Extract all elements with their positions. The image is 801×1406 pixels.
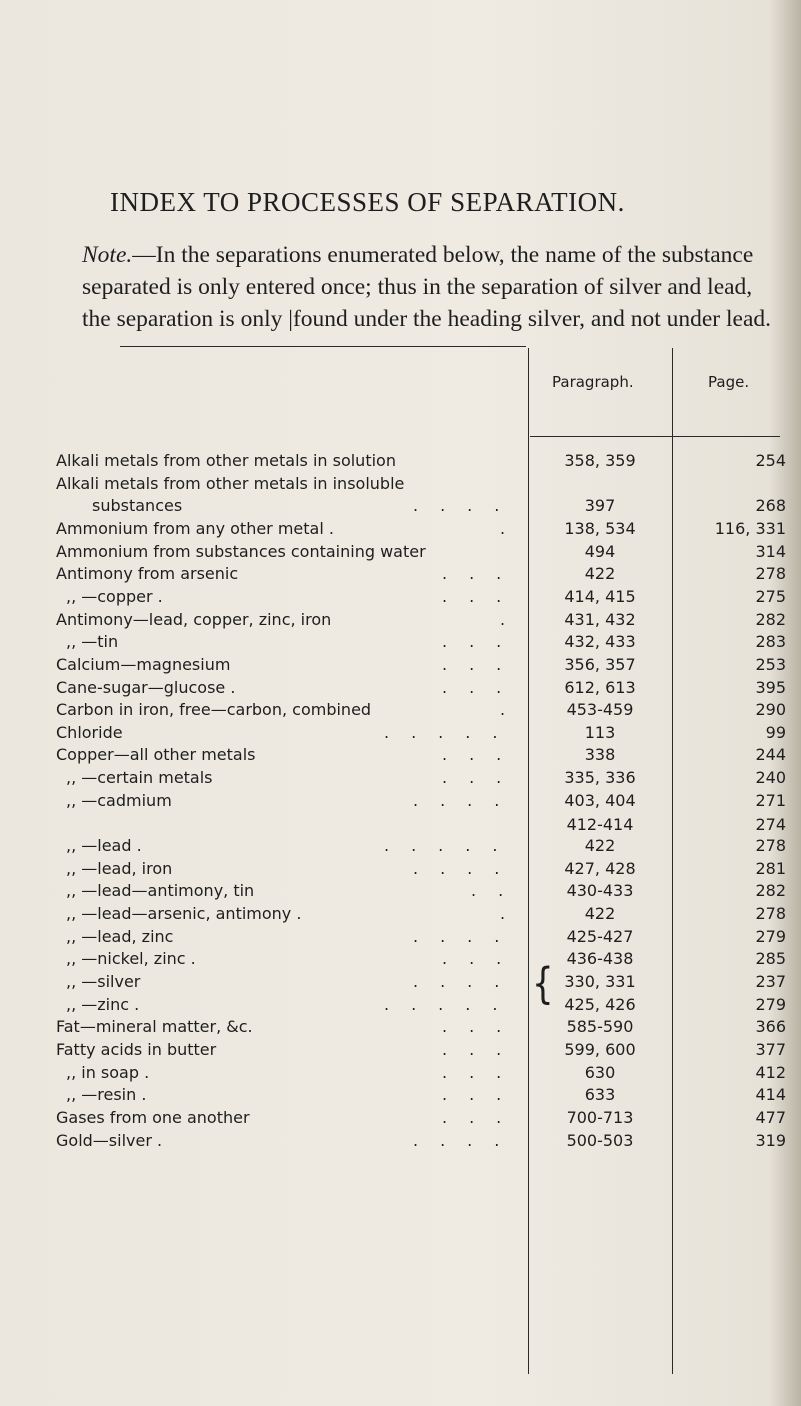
entry-description: Copper—all other metals [56, 745, 256, 765]
page-ref: 412 [755, 1062, 786, 1082]
table-row [0, 949, 801, 973]
table-row [0, 655, 801, 679]
leader-dots: ..... [384, 836, 520, 856]
paragraph-ref: 335, 336 [564, 768, 636, 788]
paragraph-ref: 138, 534 [564, 518, 636, 538]
entry-description: ,, —copper . [66, 586, 163, 606]
entry-description: Calcium—magnesium [56, 654, 231, 674]
paragraph-ref: 356, 357 [564, 654, 636, 674]
table-top-rule [120, 346, 526, 347]
entry-description: Carbon in iron, free—carbon, combined [56, 700, 372, 720]
paragraph-ref: 425, 426 [564, 994, 636, 1014]
entry-description: ,, —zinc . [66, 994, 140, 1014]
page-ref: 283 [755, 632, 786, 652]
table-row [0, 745, 801, 769]
page-title: INDEX TO PROCESSES OF SEPARATION. [110, 187, 625, 217]
paragraph-ref: 431, 432 [564, 609, 636, 629]
entry-description: ,, —lead . [66, 836, 142, 856]
table-row [0, 1085, 801, 1109]
leader-dots: . [500, 904, 528, 923]
table-row [0, 1017, 801, 1041]
leader-dots: . [500, 518, 528, 538]
paragraph-ref: 414, 415 [564, 586, 636, 606]
page-ref: 268 [755, 496, 786, 516]
page-ref: 274 [755, 815, 786, 835]
table-row [0, 1063, 801, 1087]
page-ref: 477 [755, 1107, 786, 1127]
table-row [0, 700, 801, 724]
page-ref: 290 [755, 700, 786, 720]
paragraph-ref: 338 [584, 745, 616, 765]
leader-dots: ... [442, 1039, 524, 1059]
table-row [0, 768, 801, 792]
leader-dots: ... [442, 632, 524, 652]
note-paragraph [82, 239, 782, 335]
leader-dots: ... [442, 1017, 524, 1037]
paragraph-ref: 633 [584, 1085, 616, 1105]
entry-description: Antimony from arsenic [56, 564, 239, 584]
leader-dots: ... [442, 745, 524, 765]
page-ref: 319 [755, 1130, 786, 1150]
paragraph-ref: 599, 600 [564, 1039, 636, 1059]
table-row [0, 610, 801, 634]
entry-description: ,, —certain metals [66, 768, 213, 788]
table-row [0, 496, 801, 520]
leader-dots: .... [413, 790, 522, 810]
entry-description: ,, —lead, zinc [66, 926, 174, 946]
page-ref: 240 [755, 768, 786, 788]
table-row [0, 451, 801, 475]
table-row [0, 587, 801, 611]
table-row [0, 519, 801, 543]
leader-dots: ... [442, 949, 524, 969]
table-row [0, 1040, 801, 1064]
entry-description: substances [92, 496, 183, 516]
leader-dots: ... [442, 1085, 524, 1105]
page-ref: 275 [755, 586, 786, 606]
table-row [0, 678, 801, 702]
entry-description: Alkali metals from other metals in insoluble [56, 473, 405, 493]
brace-mark: { [532, 959, 554, 1009]
leader-dots: ... [442, 1107, 524, 1127]
paragraph-ref: 700-713 [566, 1107, 634, 1127]
column-header-paragraph: Paragraph. [552, 373, 634, 391]
page-ref: 281 [755, 858, 786, 878]
paragraph-ref: 397 [584, 496, 616, 516]
page-ref: 237 [755, 971, 786, 991]
table-row [0, 881, 801, 905]
leader-dots: ... [442, 677, 524, 697]
note-label: Note. [82, 242, 133, 268]
table-row [0, 927, 801, 951]
paragraph-ref: 432, 433 [564, 632, 636, 652]
leader-dots: .... [413, 1130, 522, 1150]
entry-description: Fat—mineral matter, &c. [56, 1017, 253, 1037]
note-text: —In the separations enumerated below, the name of the substance separated is only entered once; thus in the separation of silver and lead, the separation is only |found under the heading silver, and not under lead. [82, 242, 771, 332]
table-row [0, 859, 801, 883]
entry-description: Ammonium from any other metal . [56, 518, 334, 538]
leader-dots: . [500, 609, 528, 629]
paragraph-ref: 430-433 [566, 881, 634, 901]
entry-description: ,, —lead—antimony, tin [66, 881, 255, 901]
leader-dots: ... [442, 654, 524, 674]
entry-description: Alkali metals from other metals in solution [56, 451, 396, 470]
leader-dots: .. [471, 881, 526, 901]
table-row [0, 1108, 801, 1132]
entry-description: Chloride [56, 722, 123, 742]
table-row [0, 564, 801, 588]
paragraph-ref: 422 [584, 904, 616, 923]
header-bottom-rule [530, 436, 780, 437]
paragraph-ref: 422 [584, 564, 616, 584]
leader-dots: .... [413, 926, 522, 946]
page-ref: 244 [755, 745, 786, 765]
page-ref: 414 [755, 1085, 786, 1105]
page-ref: 279 [755, 926, 786, 946]
table-row [0, 995, 801, 1019]
page-ref: 99 [765, 722, 786, 742]
paragraph-ref: 425-427 [566, 926, 634, 946]
table-row [0, 972, 801, 996]
entry-description: Gold—silver . [56, 1130, 163, 1150]
paragraph-ref: 494 [584, 541, 616, 561]
table-row [0, 632, 801, 656]
page-ref: 254 [755, 451, 786, 470]
table-row [0, 836, 801, 860]
entry-description: Antimony—lead, copper, zinc, iron [56, 609, 332, 629]
leader-dots: ... [442, 564, 524, 584]
leader-dots: ..... [384, 722, 520, 742]
entry-description: ,, —silver [66, 971, 141, 991]
page-ref: 253 [755, 654, 786, 674]
paragraph-ref: 403, 404 [564, 790, 636, 810]
leader-dots: ... [442, 768, 524, 788]
page-ref: 278 [755, 904, 786, 923]
paragraph-ref: 500-503 [566, 1130, 634, 1150]
page-ref: 366 [755, 1017, 786, 1037]
page-ref: 314 [755, 541, 786, 561]
entry-description: ,, —lead, iron [66, 858, 173, 878]
leader-dots: ... [442, 586, 524, 606]
entry-description: ,, —cadmium [66, 790, 172, 810]
entry-description: Cane-sugar—glucose . [56, 677, 236, 697]
entry-description: Fatty acids in butter [56, 1039, 217, 1059]
page-ref: 285 [755, 949, 786, 969]
paragraph-ref: 427, 428 [564, 858, 636, 878]
paragraph-ref: 630 [584, 1062, 616, 1082]
page-ref: 395 [755, 677, 786, 697]
paragraph-ref: 330, 331 [564, 971, 636, 991]
entry-description: ,, in soap . [66, 1062, 150, 1082]
entry-description: Gases from one another [56, 1107, 250, 1127]
entry-description: ,, —nickel, zinc . [66, 949, 196, 969]
paragraph-ref: 422 [584, 836, 616, 856]
table-row [0, 1131, 801, 1155]
table-row [0, 474, 801, 498]
page-ref: 278 [755, 564, 786, 584]
entry-description: ,, —resin . [66, 1085, 147, 1105]
paragraph-ref: 453-459 [566, 700, 634, 720]
column-header-page: Page. [708, 373, 750, 391]
table-row [0, 791, 801, 815]
page-ref: 271 [755, 790, 786, 810]
paragraph-ref: 612, 613 [564, 677, 636, 697]
table-row [0, 904, 801, 928]
leader-dots: .... [413, 496, 522, 516]
leader-dots: .... [413, 971, 522, 991]
leader-dots: ..... [384, 994, 520, 1014]
leader-dots: . [500, 700, 528, 720]
paragraph-ref: 113 [584, 722, 616, 742]
page-ref: 282 [755, 609, 786, 629]
page-ref: 377 [755, 1039, 786, 1059]
entry-description: ,, —tin [66, 632, 119, 652]
page-ref: 279 [755, 994, 786, 1014]
table-row [0, 723, 801, 747]
leader-dots: .... [413, 858, 522, 878]
table-row [0, 542, 801, 566]
paragraph-ref: 358, 359 [564, 451, 636, 470]
entry-description: ,, —lead—arsenic, antimony . [66, 904, 302, 923]
entry-description: Ammonium from substances containing water [56, 541, 426, 561]
page-ref: 282 [755, 881, 786, 901]
page-ref: 116, 331 [714, 518, 786, 538]
leader-dots: ... [442, 1062, 524, 1082]
paragraph-ref: 585-590 [566, 1017, 634, 1037]
paragraph-ref: 412-414 [566, 815, 634, 835]
page-ref: 278 [755, 836, 786, 856]
paragraph-ref: 436-438 [566, 949, 634, 969]
